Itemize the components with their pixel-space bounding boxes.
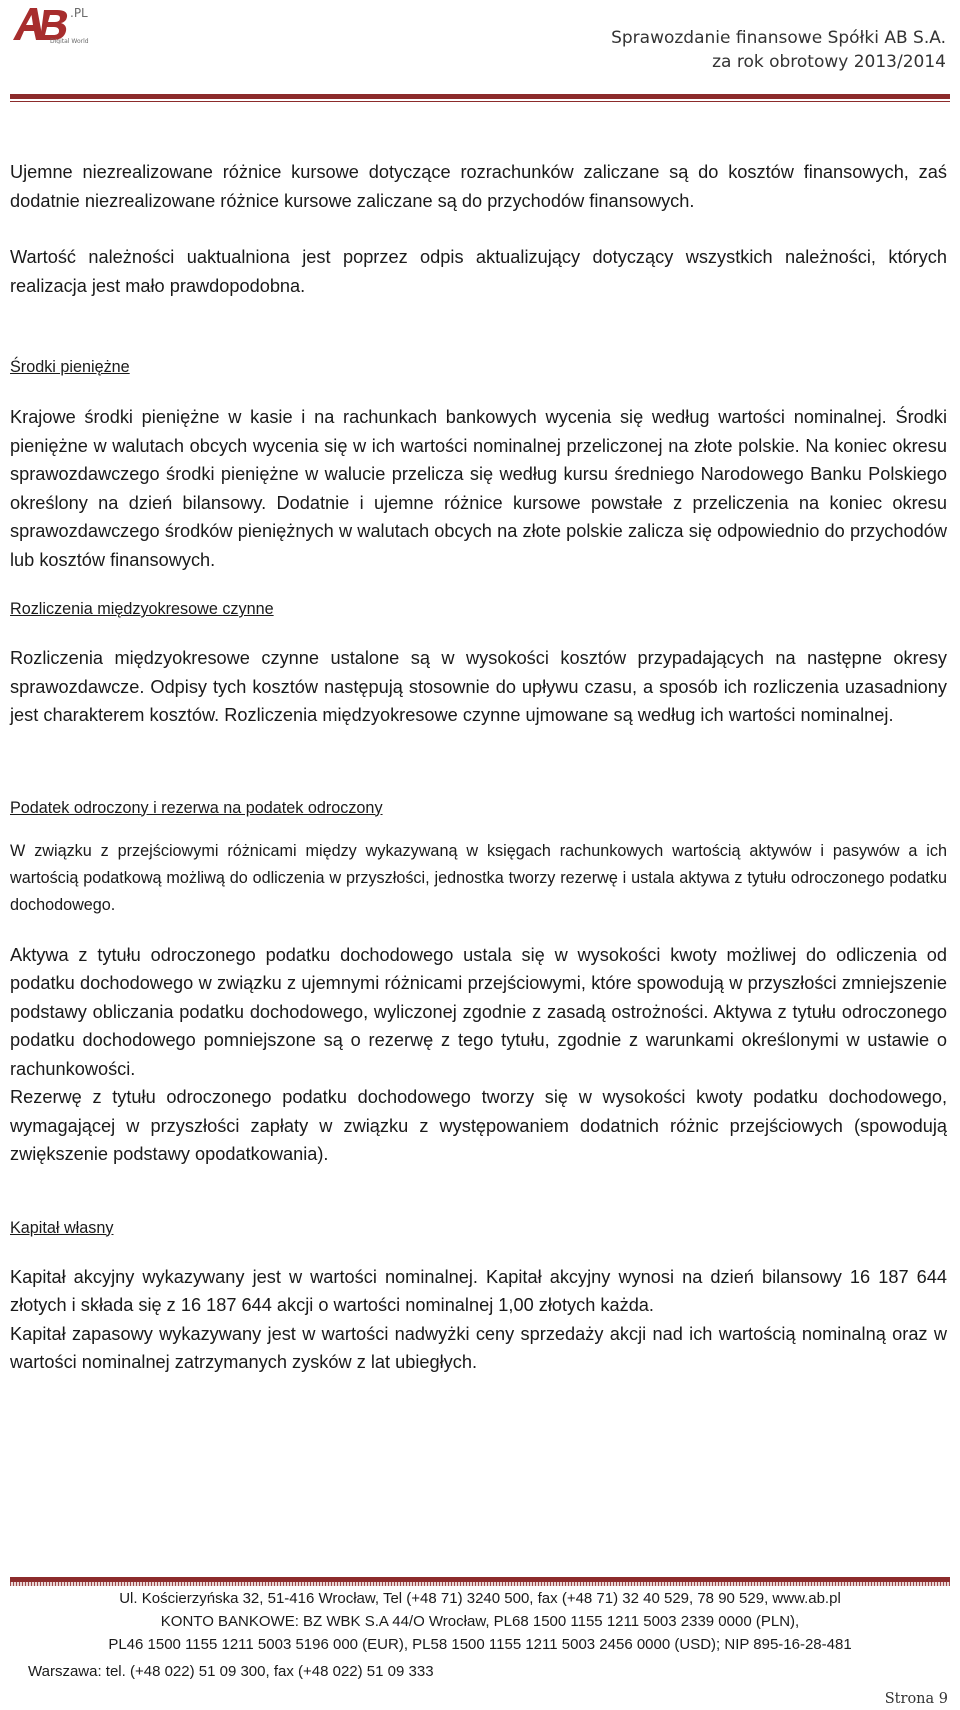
footer-rule [10, 1577, 950, 1586]
footer-bank-account: KONTO BANKOWE: BZ WBK S.A 44/O Wrocław, PL68 1500 1155 1211 5003 2339 0000 (PLN), [160, 1613, 800, 1630]
ab-logo [10, 4, 125, 44]
paragraph-supplementary-capital: Kapitał zapasowy wykazywany jest w wartości nadwyżki ceny sprzedaży akcji nad ich wartością nominalną oraz w wartości nominalnej zatrzymanych zysków z lat ubiegłych. [10, 1323, 947, 1372]
header-title-line1: Sprawozdanie finansowe Spółki AB S.A. [611, 28, 946, 48]
heading-cash: Środki pieniężne [10, 358, 130, 376]
header-title [611, 26, 946, 74]
logo-superscript: .PL [70, 6, 88, 20]
paragraph-deferred-tax-assets: Aktywa z tytułu odroczonego podatku dochodowego ustala się w wysokości kwoty możliwej do odliczenia od podatku dochodowego w związku z ujemnymi różnicami przejściowymi, które spowodują w przyszłości zmniejszenie podstawy obliczania podatku dochodowego, wyliczonej zgodnie z zasadą ostrożności. Aktywa z tytułu odroczonego podatku dochodowego pomniejszone są o rezerwę z tego tytułu, zgodnie z warunkami określonymi w ustawie o rachunkowości. [10, 944, 947, 1079]
paragraph-share-capital: Kapitał akcyjny wykazywany jest w wartości nominalnej. Kapitał akcyjny wynosi na dzień bilansowy 16 187 644 złotych i składa się z 16 187 644 akcji o wartości nominalnej 1,00 złotych każda. [10, 1266, 947, 1315]
paragraph-receivables: Wartość należności uaktualniona jest poprzez odpis aktualizujący dotyczący wszystkich należności, których realizacja jest mało prawdopodobna. [10, 247, 947, 296]
heading-deferred-tax: Podatek odroczony i rezerwa na podatek odroczony [10, 798, 383, 817]
footer-warsaw: Warszawa: tel. (+48 022) 51 09 300, fax (+48 022) 51 09 333 [28, 1663, 434, 1680]
footer-bank-numbers: PL46 1500 1155 1211 5003 5196 000 (EUR), PL58 1500 1155 1211 5003 2456 0000 (USD); NIP 895-16-28-481 [108, 1636, 852, 1653]
heading-prepayments: Rozliczenia międzyokresowe czynne [10, 600, 274, 618]
logo-tagline: Digital World [50, 38, 89, 44]
paragraph-deferred-tax-provision: Rezerwę z tytułu odroczonego podatku dochodowego tworzy się w wysokości kwoty podatku dochodowego, wymagającej w przyszłości zapłaty w związku z występowaniem dodatnich różnic przejściowych (spowodują zwiększenie podstawy opodatkowania). [10, 1087, 947, 1164]
header-rule [10, 94, 950, 102]
footer-address: Ul. Kościerzyńska 32, 51-416 Wrocław, Tel (+48 71) 3240 500, fax (+48 71) 32 40 529, 78 90 529, www.ab.pl [119, 1590, 841, 1607]
paragraph-deferred-tax-intro: W związku z przejściowymi różnicami między wykazywaną w księgach rachunkowych wartością aktywów i pasywów a ich wartością podatkową możliwą do odliczenia w przyszłości, jednostka tworzy rezerwę i ustala aktywa z tytułu odroczonego podatku dochodowego. [10, 841, 947, 914]
paragraph-cash: Krajowe środki pieniężne w kasie i na rachunkach bankowych wycenia się według wartości nominalnej. Środki pieniężne w walutach obcych wycenia się w ich wartości nominalnej przeliczonej na złote polskie. Na koniec okresu sprawozdawczego środki pieniężne w walucie przelicza się według kursu średniego Narodowego Banku Polskiego określony na dzień bilansowy. Dodatnie i ujemne różnice kursowe powstałe z przeliczenia na koniec okresu sprawozdawczego środków pieniężnych w walutach obcych na złote polskie zalicza się odpowiednio do przychodów lub kosztów finansowych. [10, 407, 947, 570]
paragraph-exchange-differences: Ujemne niezrealizowane różnice kursowe dotyczące rozrachunków zaliczane są do kosztów finansowych, zaś dodatnie niezrealizowane różnice kursowe zaliczane są do przychodów finansowych. [10, 162, 947, 211]
header-title-line2: za rok obrotowy 2013/2014 [712, 52, 946, 72]
page-number: Strona 9 [884, 1691, 948, 1707]
document-body [10, 158, 947, 1377]
paragraph-prepayments: Rozliczenia międzyokresowe czynne ustalone są w wysokości kosztów przypadających na następne okresy sprawozdawcze. Odpisy tych kosztów następują stosownie do upływu czasu, a sposób ich rozliczenia uzasadniony jest charakterem kosztów. Rozliczenia międzyokresowe czynne ujmowane są według ich wartości nominalnej. [10, 648, 947, 725]
heading-equity: Kapitał własny [10, 1218, 114, 1237]
